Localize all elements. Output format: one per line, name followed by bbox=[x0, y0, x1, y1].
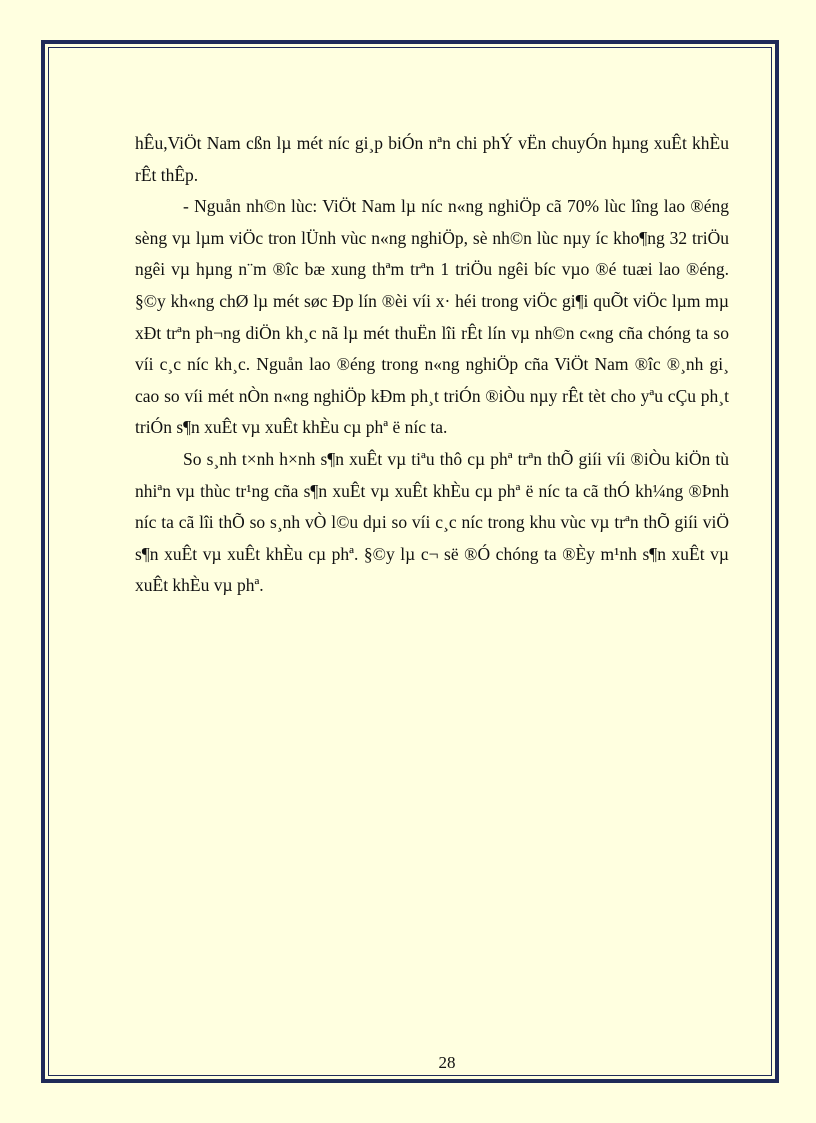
page-number: 28 bbox=[438, 1053, 456, 1072]
paragraph-labor: - Nguån nh©n lùc: ViÖt Nam lµ níc n«ng nghiÖp cã 70% lùc lîng lao ®éng sèng vµ lµm viÖc tron lÜnh vùc n«ng nghiÖp, sè nh©n lùc nµy íc kho¶ng 32 triÖu ngêi vµ hµng n¨m ®îc bæ xung thªm trªn 1 triÖu ngêi bíc vµo ®é tuæi lao ®éng. §©y kh«ng chØ lµ mét søc Ðp lín ®èi víi x· héi trong viÖc gi¶i quÕt viÖc lµm mµ xÐt trªn ph¬ng diÖn kh¸c nã lµ mét thuËn lîi rÊt lín vµ nh©n c«ng cña chóng ta so víi c¸c níc kh¸c. Nguån lao ®éng trong n«ng nghiÖp cña ViÖt Nam ®îc ®¸nh gi¸ cao so víi mét nÒn n«ng nghiÖp kÐm ph¸t triÓn ®iÒu nµy rÊt tèt cho yªu cÇu ph¸t triÓn s¶n xuÊt vµ xuÊt khÈu cµ phª ë níc ta. bbox=[135, 196, 729, 438]
body-text bbox=[135, 128, 729, 602]
paragraph-comparison: So s¸nh t×nh h×nh s¶n xuÊt vµ tiªu thô cµ phª trªn thÕ giíi víi ®iÒu kiÖn tù nhiªn vµ thùc tr¹ng cña s¶n xuÊt vµ xuÊt khÈu cµ phª ë níc ta cã thÓ kh¼ng ®Þnh níc ta cã lîi thÕ so s¸nh vÒ l©u dµi so víi c¸c níc trong khu vùc vµ trªn thÕ giíi viÖ s¶n xuÊt vµ xuÊt khÈu cµ phª. §©y lµ c¬ së ®Ó chóng ta ®Èy m¹nh s¶n xuÊt vµ xuÊt khÈu vµ phª. bbox=[135, 448, 729, 596]
paragraph-continuation: hÊu,ViÖt Nam cßn lµ mét níc gi¸p biÓn nªn chi phÝ vËn chuyÓn hµng xuÊt khÈu rÊt thÊp. bbox=[135, 133, 729, 185]
